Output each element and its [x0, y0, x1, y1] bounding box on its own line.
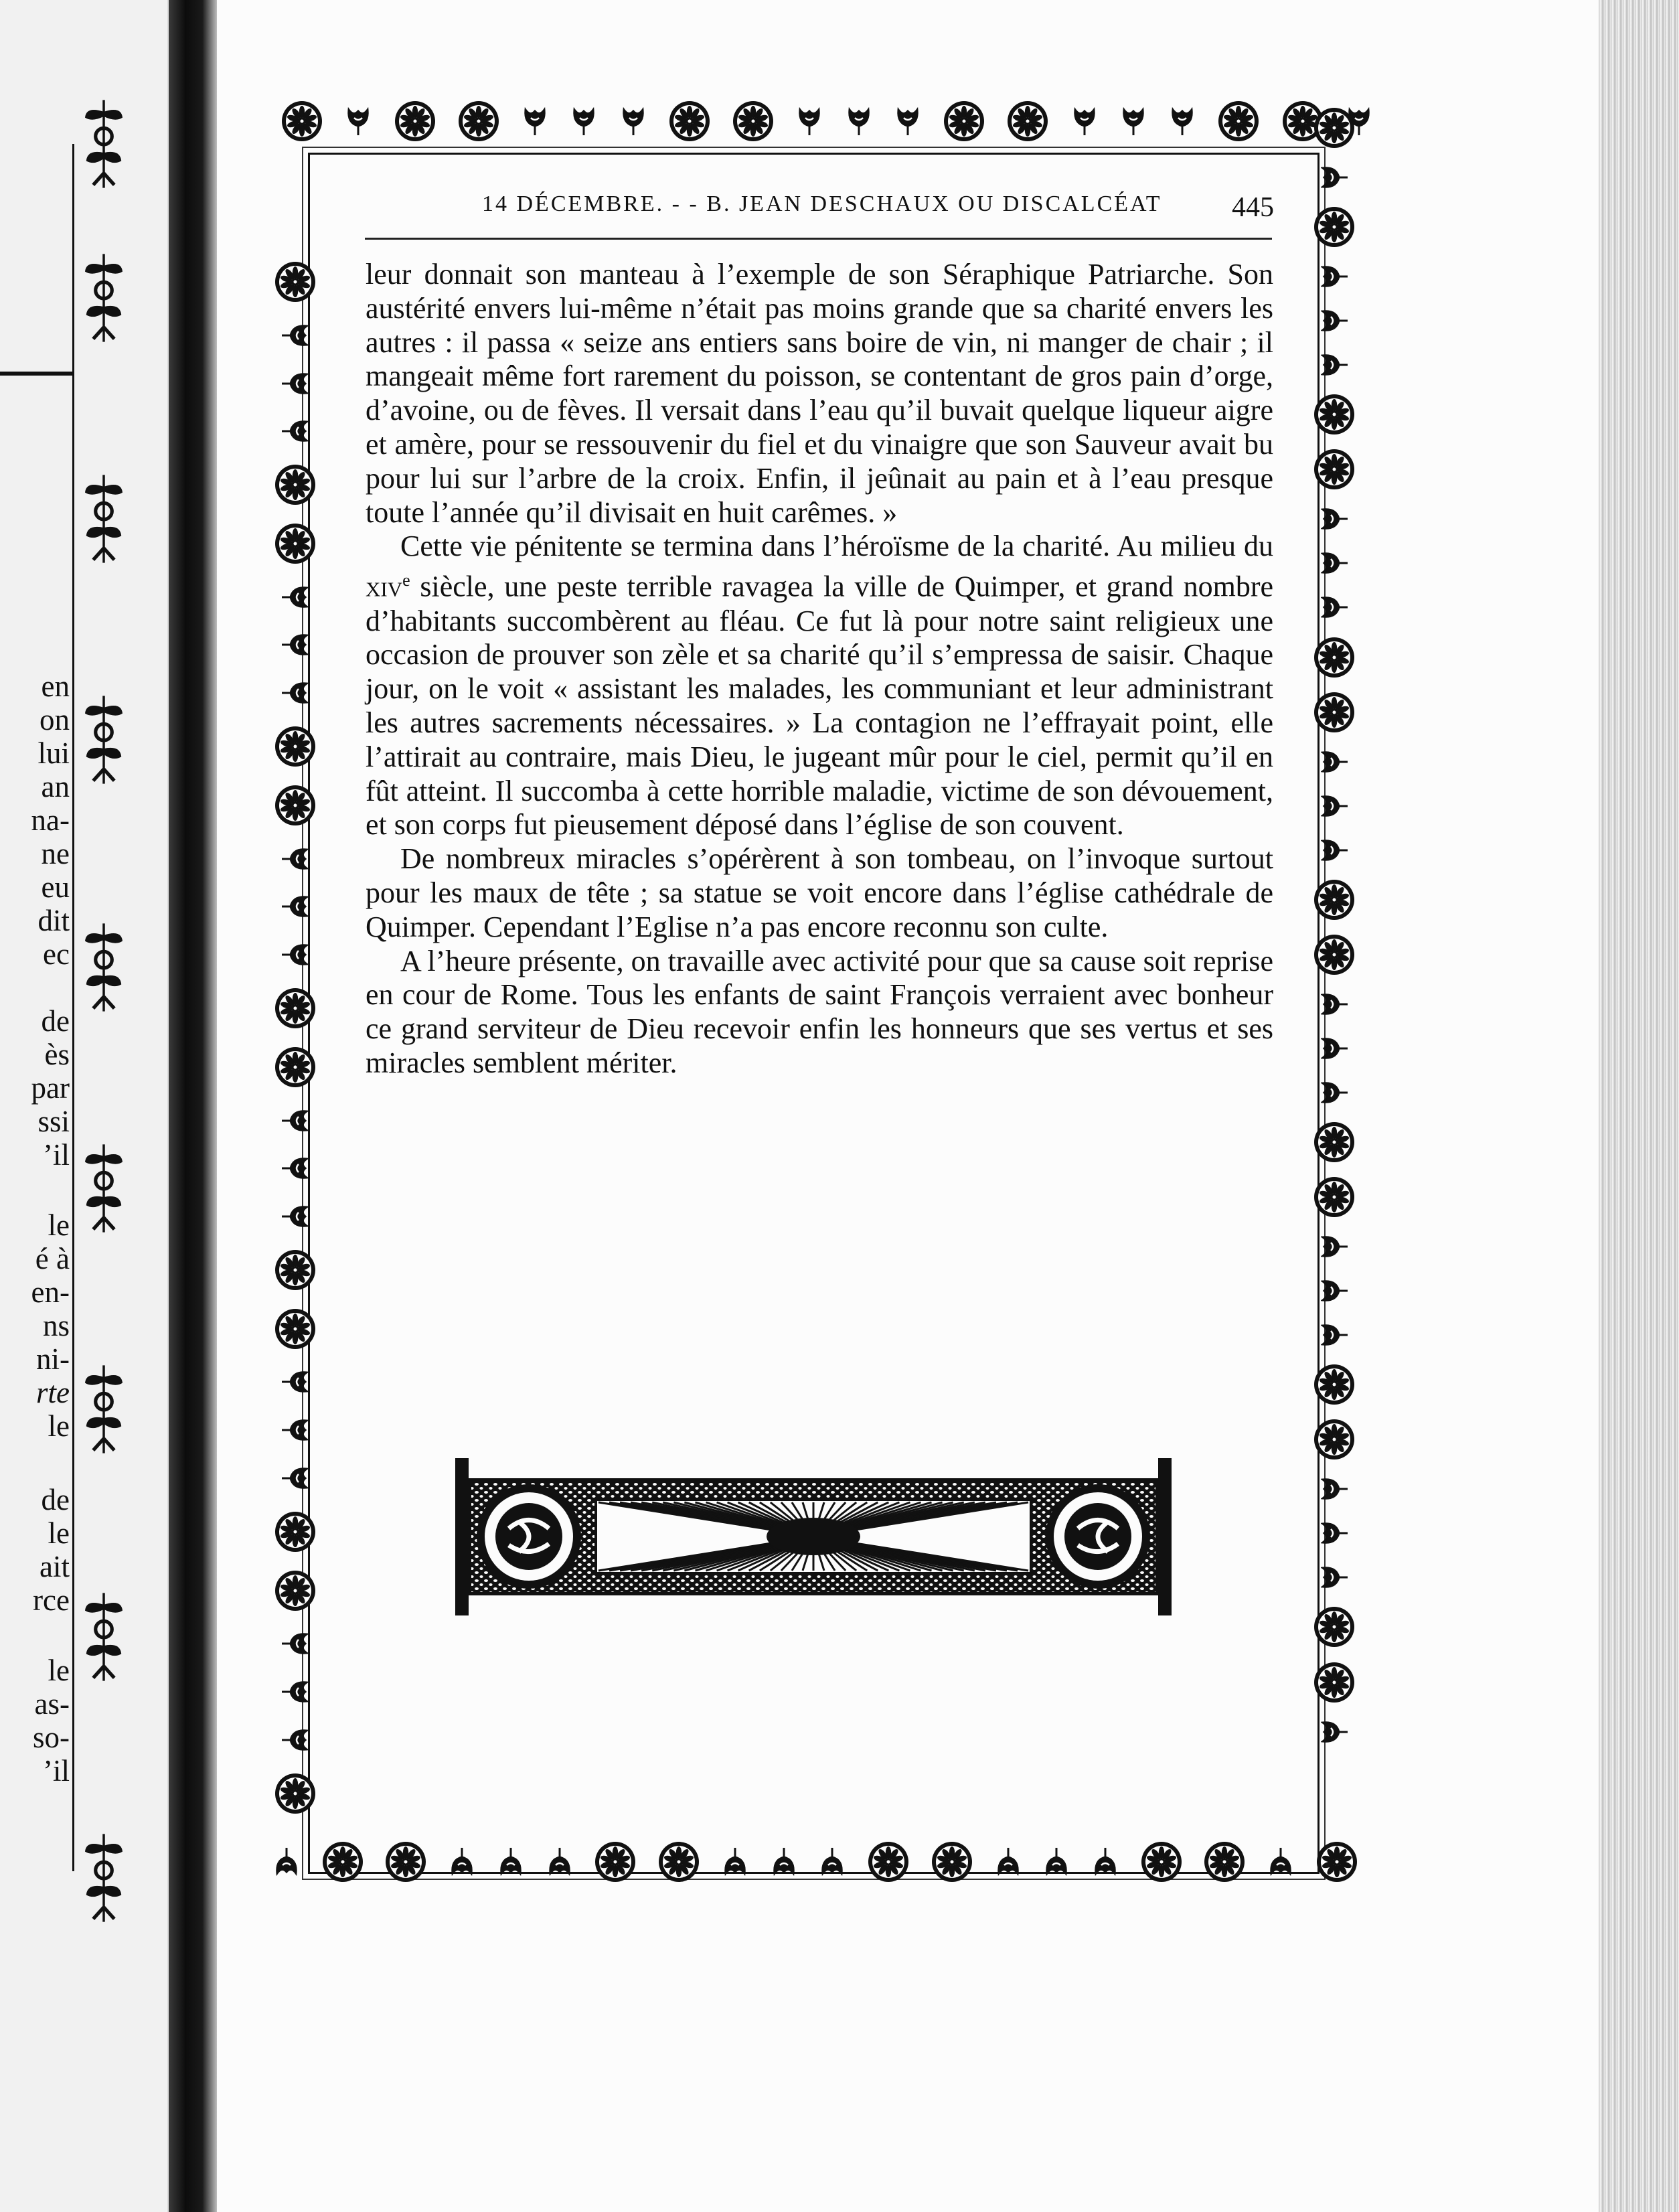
- top-ornament-band: [281, 100, 1372, 142]
- tulip-ornament-icon: [995, 1846, 1022, 1877]
- tulip-ornament-icon: [1321, 746, 1348, 777]
- tulip-ornament-icon: [1043, 1846, 1070, 1877]
- tulip-ornament-icon: [1071, 106, 1098, 137]
- rosette-ornament-icon: [274, 464, 316, 505]
- tulip-ornament-icon: [1321, 1562, 1348, 1593]
- left-page-fragment: an: [41, 770, 70, 803]
- right-ornament-band: [1304, 107, 1364, 1747]
- rosette-ornament-icon: [274, 261, 316, 303]
- bottom-ornament-band: [273, 1841, 1358, 1883]
- left-page-fragment: ec: [43, 937, 70, 971]
- left-page-fragment: ’il: [43, 1754, 70, 1788]
- left-page-fragment: é à: [35, 1242, 70, 1275]
- left-page-fragment: on: [39, 703, 70, 736]
- paragraph-2-start: Cette vie pénitente se termina dans l’héroïsme de la charité. Au milieu du: [400, 530, 1273, 563]
- tulip-ornament-icon: [282, 1105, 309, 1136]
- rosette-ornament-icon: [1313, 1419, 1355, 1460]
- left-page-fragment: de: [41, 1483, 70, 1516]
- rosette-ornament-icon: [1313, 1606, 1355, 1648]
- tulip-ornament-icon: [1120, 106, 1147, 137]
- century-numeral: xiv: [366, 570, 403, 603]
- tulip-ornament-icon: [894, 106, 921, 137]
- left-page-fragment: na-: [31, 803, 70, 837]
- left-page-fragment: ès: [44, 1038, 70, 1071]
- header-rule: [365, 238, 1272, 240]
- vine-ornament-icon: [80, 1359, 127, 1459]
- tulip-ornament-icon: [282, 1366, 309, 1397]
- left-page-fragment: le: [48, 1409, 70, 1443]
- rosette-ornament-icon: [1313, 206, 1355, 248]
- rosette-ornament-icon: [943, 100, 985, 142]
- tulip-ornament-icon: [1321, 1033, 1348, 1064]
- rosette-ornament-icon: [274, 1046, 316, 1088]
- rosette-ornament-icon: [1313, 637, 1355, 678]
- paragraph-4: A l’heure présente, on travaille avec activité pour que sa cause soit reprise en cour de Rome. Tous les enfants de saint François verraient avec bonheur ce grand serviteur de Dieu recevoir enfin les honneurs que ses vertus et ses miracles semblent mériter.: [366, 944, 1273, 1079]
- tulip-ornament-icon: [282, 320, 309, 351]
- tulip-ornament-icon: [282, 1676, 309, 1707]
- paragraph-2-end: siècle, une peste terrible ravagea la ville de Quimper, et grand nombre d’habitants succombèrent au fléau. Ce fut là pour notre saint religieux une occasion de prouver son zèle et sa charité qu’il s’empressa de saisir. Chaque jour, on le voit « assistant les malades, les communiant et leur administrant les autres sacrements nécessaires. » La contagion ne l’effrayait point, elle l’attirait au contraire, mais Dieu, le jugeant mûr pour le ciel, permit qu’il en fût atteint. Il succomba à cette horrible maladie, victime de son dévouement, et son corps fut pieusement déposé dans l’église de son couvent.: [366, 570, 1273, 842]
- tulip-ornament-icon: [1321, 349, 1348, 380]
- left-page-fragment: rce: [33, 1583, 70, 1617]
- tulip-ornament-icon: [282, 939, 309, 970]
- vine-ornament-icon: [80, 1138, 127, 1239]
- tulip-ornament-icon: [1321, 835, 1348, 866]
- tulip-ornament-icon: [1321, 1474, 1348, 1504]
- rosette-ornament-icon: [1313, 1662, 1355, 1703]
- vine-ornament-icon: [80, 917, 127, 1018]
- tulip-ornament-icon: [1321, 162, 1348, 193]
- tulip-ornament-icon: [282, 1415, 309, 1445]
- tulip-ornament-icon: [282, 368, 309, 399]
- rosette-ornament-icon: [274, 1308, 316, 1350]
- rosette-ornament-icon: [868, 1841, 909, 1883]
- rosette-ornament-icon: [274, 523, 316, 564]
- tulip-ornament-icon: [1321, 1231, 1348, 1262]
- rosette-ornament-icon: [274, 1570, 316, 1611]
- vine-ornament-icon: [80, 1587, 127, 1687]
- left-page-rule: [0, 372, 74, 376]
- rosette-ornament-icon: [1313, 394, 1355, 435]
- rosette-ornament-icon: [1007, 100, 1048, 142]
- tulip-ornament-icon: [1092, 1846, 1119, 1877]
- rosette-ornament-icon: [1204, 1841, 1245, 1883]
- rosette-ornament-icon: [274, 1249, 316, 1291]
- tulip-ornament-icon: [846, 106, 872, 137]
- rosette-ornament-icon: [281, 100, 323, 142]
- left-page-fragment: en: [41, 669, 70, 703]
- rosette-ornament-icon: [1313, 879, 1355, 921]
- left-page-border: [72, 144, 74, 1871]
- vine-ornament-icon: [80, 1828, 127, 1928]
- tulip-ornament-icon: [546, 1846, 573, 1877]
- left-page-fragment: le: [48, 1516, 70, 1550]
- rosette-ornament-icon: [322, 1841, 364, 1883]
- rosette-ornament-icon: [658, 1841, 700, 1883]
- tulip-ornament-icon: [1321, 791, 1348, 821]
- vine-ornament-icon: [80, 94, 127, 194]
- left-page-fragment: ns: [42, 1309, 70, 1342]
- tulip-ornament-icon: [1321, 1320, 1348, 1350]
- left-page-fragment: ne: [41, 837, 70, 870]
- tulip-ornament-icon: [819, 1846, 846, 1877]
- tulip-ornament-icon: [282, 629, 309, 660]
- left-page-fragment: par: [31, 1071, 70, 1105]
- rosette-ornament-icon: [1313, 107, 1355, 149]
- tulip-ornament-icon: [282, 844, 309, 874]
- paragraph-3: De nombreux miracles s’opérèrent à son tombeau, on l’invoque surtout pour les maux de tête ; sa statue se voit encore dans l’église cathédrale de Quimper. Cependant l’Eglise n’a pas encore reconnu son culte.: [366, 842, 1273, 943]
- rosette-ornament-icon: [669, 100, 710, 142]
- tulip-ornament-icon: [1321, 548, 1348, 578]
- left-page-fragment: le: [48, 1208, 70, 1242]
- tailpiece-ornament: [455, 1458, 1172, 1615]
- rosette-ornament-icon: [1313, 449, 1355, 490]
- tulip-ornament-icon: [282, 582, 309, 613]
- tulip-ornament-icon: [1267, 1846, 1294, 1877]
- tulip-ornament-icon: [1321, 503, 1348, 534]
- rosette-ornament-icon: [274, 1511, 316, 1553]
- tulip-ornament-icon: [620, 106, 647, 137]
- rosette-ornament-icon: [1313, 692, 1355, 733]
- tulip-ornament-icon: [1321, 305, 1348, 336]
- tulip-ornament-icon: [1321, 1275, 1348, 1306]
- tulip-ornament-icon: [282, 678, 309, 708]
- left-page-fragment: lui: [37, 736, 70, 770]
- tulip-ornament-icon: [796, 106, 823, 137]
- body-text: [366, 258, 1273, 1081]
- vine-ornament-icon: [80, 469, 127, 569]
- rosette-ornament-icon: [274, 785, 316, 826]
- rosette-ornament-icon: [385, 1841, 426, 1883]
- tulip-ornament-icon: [282, 416, 309, 447]
- tulip-ornament-icon: [570, 106, 597, 137]
- rosette-ornament-icon: [274, 1773, 316, 1814]
- tulip-ornament-icon: [522, 106, 548, 137]
- rosette-ornament-icon: [1313, 934, 1355, 975]
- tulip-ornament-icon: [273, 1846, 300, 1877]
- vine-ornament-icon: [80, 248, 127, 348]
- tulip-ornament-icon: [449, 1846, 475, 1877]
- tulip-ornament-icon: [282, 1463, 309, 1494]
- rosette-ornament-icon: [274, 988, 316, 1029]
- rosette-ornament-icon: [274, 726, 316, 767]
- tulip-ornament-icon: [1321, 592, 1348, 623]
- rosette-ornament-icon: [1218, 100, 1259, 142]
- paragraph-2: [366, 530, 1273, 842]
- left-page-fragment: as-: [34, 1687, 70, 1721]
- left-page-fragment: dit: [37, 904, 70, 937]
- tulip-ornament-icon: [282, 1725, 309, 1755]
- tulip-ornament-icon: [1321, 1717, 1348, 1747]
- left-page-fragment: rte: [36, 1376, 70, 1409]
- vine-ornament-icon: [80, 690, 127, 790]
- rosette-ornament-icon: [1313, 1364, 1355, 1405]
- rosette-ornament-icon: [458, 100, 499, 142]
- tulip-ornament-icon: [282, 1628, 309, 1659]
- left-page-fragment: ssi: [37, 1105, 70, 1138]
- left-page-fragment: en-: [31, 1275, 70, 1309]
- rosette-ornament-icon: [394, 100, 436, 142]
- left-page-fragment: eu: [41, 870, 70, 904]
- tulip-ornament-icon: [282, 891, 309, 922]
- page-number: 445: [1232, 192, 1274, 223]
- running-head: 14 DÉCEMBRE. - - B. JEAN DESCHAUX OU DISCALCÉAT: [482, 191, 1162, 216]
- tulip-ornament-icon: [497, 1846, 524, 1877]
- left-page-fragment: de: [41, 1004, 70, 1038]
- left-ornament-band: [265, 261, 325, 1814]
- left-page-fragment: ’il: [43, 1138, 70, 1172]
- tulip-ornament-icon: [1169, 106, 1196, 137]
- paragraph-1: leur donnait son manteau à l’exemple de son Séraphique Patriarche. Son austérité envers lui-même n’était pas moins grande que sa charité envers les autres : il passa « seize ans entiers sans boire de vin, ni manger de chair ; il mangeait même fort rarement du poisson, se contentant de gros pain d’orge, d’avoine, ou de fèves. Il versait dans l’eau qu’il buvait quelque liqueur aigre et amère, pour se ressouvenir du fiel et du vinaigre que son Sauveur avait bu pour lui sur l’arbre de la croix. Enfin, il jeûnait au pain et à l’eau presque toute l’année qu’il divisait en huit carêmes. »: [366, 258, 1273, 529]
- tulip-ornament-icon: [1321, 1077, 1348, 1108]
- rosette-ornament-icon: [931, 1841, 973, 1883]
- tulip-ornament-icon: [771, 1846, 797, 1877]
- page-fore-edge: [1599, 0, 1679, 2212]
- tulip-ornament-icon: [345, 106, 372, 137]
- tulip-ornament-icon: [1321, 261, 1348, 292]
- rosette-ornament-icon: [594, 1841, 636, 1883]
- tulip-ornament-icon: [282, 1201, 309, 1232]
- rosette-ornament-icon: [1141, 1841, 1182, 1883]
- left-page-fragment: le: [48, 1654, 70, 1687]
- rosette-ornament-icon: [1313, 1176, 1355, 1218]
- tulip-ornament-icon: [1321, 1518, 1348, 1549]
- tulip-ornament-icon: [1321, 989, 1348, 1020]
- rosette-ornament-icon: [732, 100, 774, 142]
- tulip-ornament-icon: [282, 1153, 309, 1184]
- left-page-fragment: ni-: [36, 1342, 70, 1376]
- book-binding-shadow: [169, 0, 217, 2212]
- left-page-fragment: so-: [33, 1721, 70, 1754]
- rosette-ornament-icon: [1316, 1841, 1358, 1883]
- rosette-ornament-icon: [1313, 1121, 1355, 1163]
- century-superscript: e: [402, 570, 410, 590]
- left-page-fragment: ait: [39, 1550, 70, 1583]
- tulip-ornament-icon: [722, 1846, 748, 1877]
